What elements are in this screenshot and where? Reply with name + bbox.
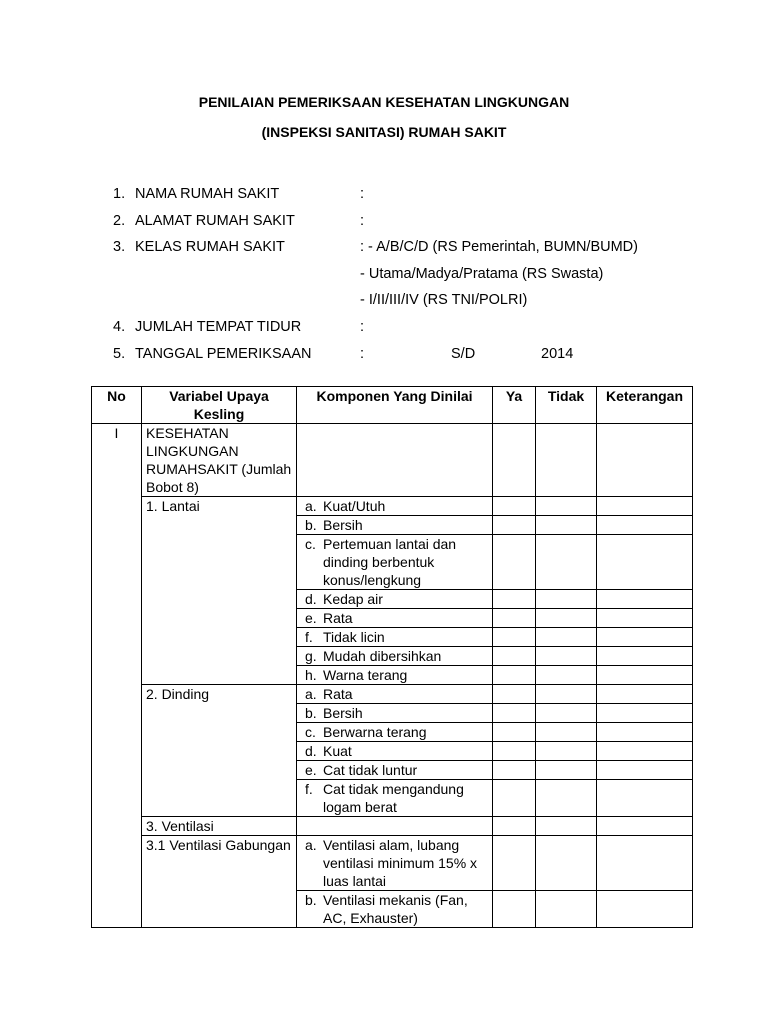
komponen-cell — [297, 723, 493, 742]
komponen-cell — [297, 590, 493, 609]
info-row-tanggal — [113, 345, 673, 372]
info-label: TANGGAL PEMERIKSAAN — [135, 345, 312, 362]
komponen-cell — [297, 817, 493, 836]
info-value: : — [360, 212, 365, 229]
item-text: Kedap air — [323, 591, 383, 607]
info-year: 2014 — [541, 345, 574, 362]
item-letter: f. — [305, 781, 313, 797]
keterangan-cell[interactable] — [597, 609, 693, 628]
komponen-cell — [297, 891, 493, 928]
item-letter: d. — [305, 591, 317, 607]
table-row — [92, 424, 693, 497]
col-header-tidak: Tidak — [536, 387, 597, 424]
tidak-cell[interactable] — [536, 836, 597, 891]
item-text: Tidak licin — [323, 629, 385, 645]
info-label: NAMA RUMAH SAKIT — [135, 186, 280, 202]
table-row — [92, 685, 693, 704]
ya-cell[interactable] — [493, 516, 536, 535]
ya-cell[interactable] — [493, 666, 536, 685]
item-text: Ventilasi alam, lubang ventilasi minimum 15% x luas lantai — [323, 837, 478, 889]
tidak-cell[interactable] — [536, 817, 597, 836]
doc-title-line1: PENILAIAN PEMERIKSAAN KESEHATAN LINGKUNGAN — [198, 94, 570, 110]
ya-cell[interactable] — [493, 761, 536, 780]
komponen-cell — [297, 685, 493, 704]
info-row-kelas — [113, 238, 673, 265]
komponen-cell — [297, 424, 493, 497]
info-value: : — [360, 186, 365, 202]
doc-title-line2: (INSPEKSI SANITASI) RUMAH SAKIT — [261, 124, 507, 140]
item-letter: g. — [305, 648, 317, 664]
ya-cell[interactable] — [493, 628, 536, 647]
ya-cell[interactable] — [493, 780, 536, 817]
info-number: 5. — [113, 345, 126, 362]
komponen-cell — [297, 628, 493, 647]
tidak-cell[interactable] — [536, 497, 597, 516]
tidak-cell[interactable] — [536, 535, 597, 590]
item-letter: c. — [305, 536, 316, 552]
tidak-cell[interactable] — [536, 742, 597, 761]
item-letter: b. — [305, 892, 317, 908]
item-letter: a. — [305, 498, 317, 514]
table-header-row — [92, 387, 693, 424]
komponen-cell — [297, 836, 493, 891]
tidak-cell[interactable] — [536, 516, 597, 535]
tidak-cell[interactable] — [536, 590, 597, 609]
komponen-cell — [297, 666, 493, 685]
tidak-cell[interactable] — [536, 723, 597, 742]
komponen-cell — [297, 704, 493, 723]
info-row-nama — [113, 185, 673, 212]
item-text: Pertemuan lantai dan dinding berbentuk konus/lengkung — [323, 536, 457, 588]
keterangan-cell[interactable] — [597, 535, 693, 590]
keterangan-cell[interactable] — [597, 817, 693, 836]
keterangan-cell[interactable] — [597, 590, 693, 609]
info-row-kelas-swasta — [113, 265, 673, 292]
keterangan-cell[interactable] — [597, 685, 693, 704]
keterangan-cell[interactable] — [597, 742, 693, 761]
item-text: Rata — [323, 610, 353, 626]
info-label: JUMLAH TEMPAT TIDUR — [135, 318, 302, 335]
tidak-cell[interactable] — [536, 647, 597, 666]
item-text: Bersih — [323, 705, 363, 721]
table-row — [92, 836, 693, 891]
tidak-cell[interactable] — [536, 666, 597, 685]
keterangan-cell[interactable] — [597, 836, 693, 891]
ya-cell[interactable] — [493, 817, 536, 836]
info-value: : — [360, 318, 365, 335]
item-text: Rata — [323, 686, 353, 702]
col-header-variabel: Variabel Upaya Kesling — [142, 387, 297, 424]
info-value: : - A/B/C/D (RS Pemerintah, BUMN/BUMD) — [360, 239, 638, 256]
inspection-table — [91, 386, 693, 928]
tidak-cell[interactable] — [536, 609, 597, 628]
ya-cell[interactable] — [493, 742, 536, 761]
komponen-cell — [297, 609, 493, 628]
info-row-tempat-tidur — [113, 318, 673, 345]
item-text: Mudah dibersihkan — [323, 648, 442, 664]
info-row-kelas-tni — [113, 291, 673, 318]
komponen-cell — [297, 742, 493, 761]
tidak-cell[interactable] — [536, 685, 597, 704]
section-title: KESEHATAN LINGKUNGAN RUMAHSAKIT (Jumlah Bobot 8) — [142, 424, 297, 497]
item-text: Kuat/Utuh — [323, 498, 386, 514]
info-value: - Utama/Madya/Pratama (RS Swasta) — [360, 265, 604, 282]
item-letter: b. — [305, 705, 317, 721]
item-letter: e. — [305, 610, 317, 626]
ya-cell[interactable] — [493, 590, 536, 609]
item-text: Kuat — [323, 743, 352, 759]
table-row — [92, 817, 693, 836]
komponen-cell — [297, 780, 493, 817]
item-letter: d. — [305, 743, 317, 759]
tidak-cell[interactable] — [536, 424, 597, 497]
ya-cell[interactable] — [493, 609, 536, 628]
item-letter: e. — [305, 762, 317, 778]
komponen-cell — [297, 516, 493, 535]
info-number: 4. — [113, 318, 126, 335]
col-header-no: No — [92, 387, 142, 424]
variabel-lantai: 1. Lantai — [142, 497, 297, 685]
info-value: : — [360, 345, 365, 362]
tidak-cell[interactable] — [536, 704, 597, 723]
item-text: Bersih — [323, 517, 363, 533]
ya-cell[interactable] — [493, 424, 536, 497]
col-header-keterangan: Keterangan — [597, 387, 693, 424]
variabel-ventilasi: 3. Ventilasi — [142, 817, 297, 836]
variabel-ventilasi-gabungan: 3.1 Ventilasi Gabungan — [142, 836, 297, 928]
item-text: Berwarna terang — [323, 724, 427, 740]
keterangan-cell[interactable] — [597, 780, 693, 817]
item-letter: h. — [305, 667, 317, 683]
keterangan-cell[interactable] — [597, 891, 693, 928]
tidak-cell[interactable] — [536, 780, 597, 817]
info-number: 1. — [113, 186, 126, 202]
keterangan-cell[interactable] — [597, 516, 693, 535]
ya-cell[interactable] — [493, 685, 536, 704]
keterangan-cell[interactable] — [597, 497, 693, 516]
ya-cell[interactable] — [493, 891, 536, 928]
keterangan-cell[interactable] — [597, 628, 693, 647]
ya-cell[interactable] — [493, 704, 536, 723]
keterangan-cell[interactable] — [597, 647, 693, 666]
item-letter: b. — [305, 517, 317, 533]
keterangan-cell[interactable] — [597, 723, 693, 742]
table-row — [92, 497, 693, 516]
tidak-cell[interactable] — [536, 891, 597, 928]
info-label: KELAS RUMAH SAKIT — [135, 239, 285, 256]
col-header-komponen: Komponen Yang Dinilai — [297, 387, 493, 424]
komponen-cell — [297, 761, 493, 780]
info-label: ALAMAT RUMAH SAKIT — [135, 212, 295, 229]
section-number: I — [92, 424, 142, 928]
keterangan-cell[interactable] — [597, 761, 693, 780]
komponen-cell — [297, 647, 493, 666]
keterangan-cell[interactable] — [597, 666, 693, 685]
item-letter: c. — [305, 724, 316, 740]
info-value: - I/II/III/IV (RS TNI/POLRI) — [360, 292, 528, 309]
item-letter: f. — [305, 629, 313, 645]
item-letter: a. — [305, 837, 317, 853]
komponen-cell — [297, 497, 493, 516]
info-number: 2. — [113, 212, 126, 229]
item-letter: a. — [305, 686, 317, 702]
ya-cell[interactable] — [493, 535, 536, 590]
item-text: Cat tidak mengandung logam berat — [323, 781, 464, 815]
keterangan-cell[interactable] — [597, 424, 693, 497]
ya-cell[interactable] — [493, 836, 536, 891]
hospital-info-list — [113, 185, 673, 371]
tidak-cell[interactable] — [536, 761, 597, 780]
info-number: 3. — [113, 239, 126, 256]
info-date-separator: S/D — [451, 345, 476, 362]
tidak-cell[interactable] — [536, 628, 597, 647]
ya-cell[interactable] — [493, 647, 536, 666]
item-text: Ventilasi mekanis (Fan, AC, Exhauster) — [323, 892, 468, 926]
variabel-dinding: 2. Dinding — [142, 685, 297, 817]
keterangan-cell[interactable] — [597, 704, 693, 723]
info-row-alamat — [113, 212, 673, 239]
item-text: Cat tidak luntur — [323, 762, 418, 778]
ya-cell[interactable] — [493, 723, 536, 742]
komponen-cell — [297, 535, 493, 590]
ya-cell[interactable] — [493, 497, 536, 516]
col-header-ya: Ya — [493, 387, 536, 424]
item-text: Warna terang — [323, 667, 408, 683]
